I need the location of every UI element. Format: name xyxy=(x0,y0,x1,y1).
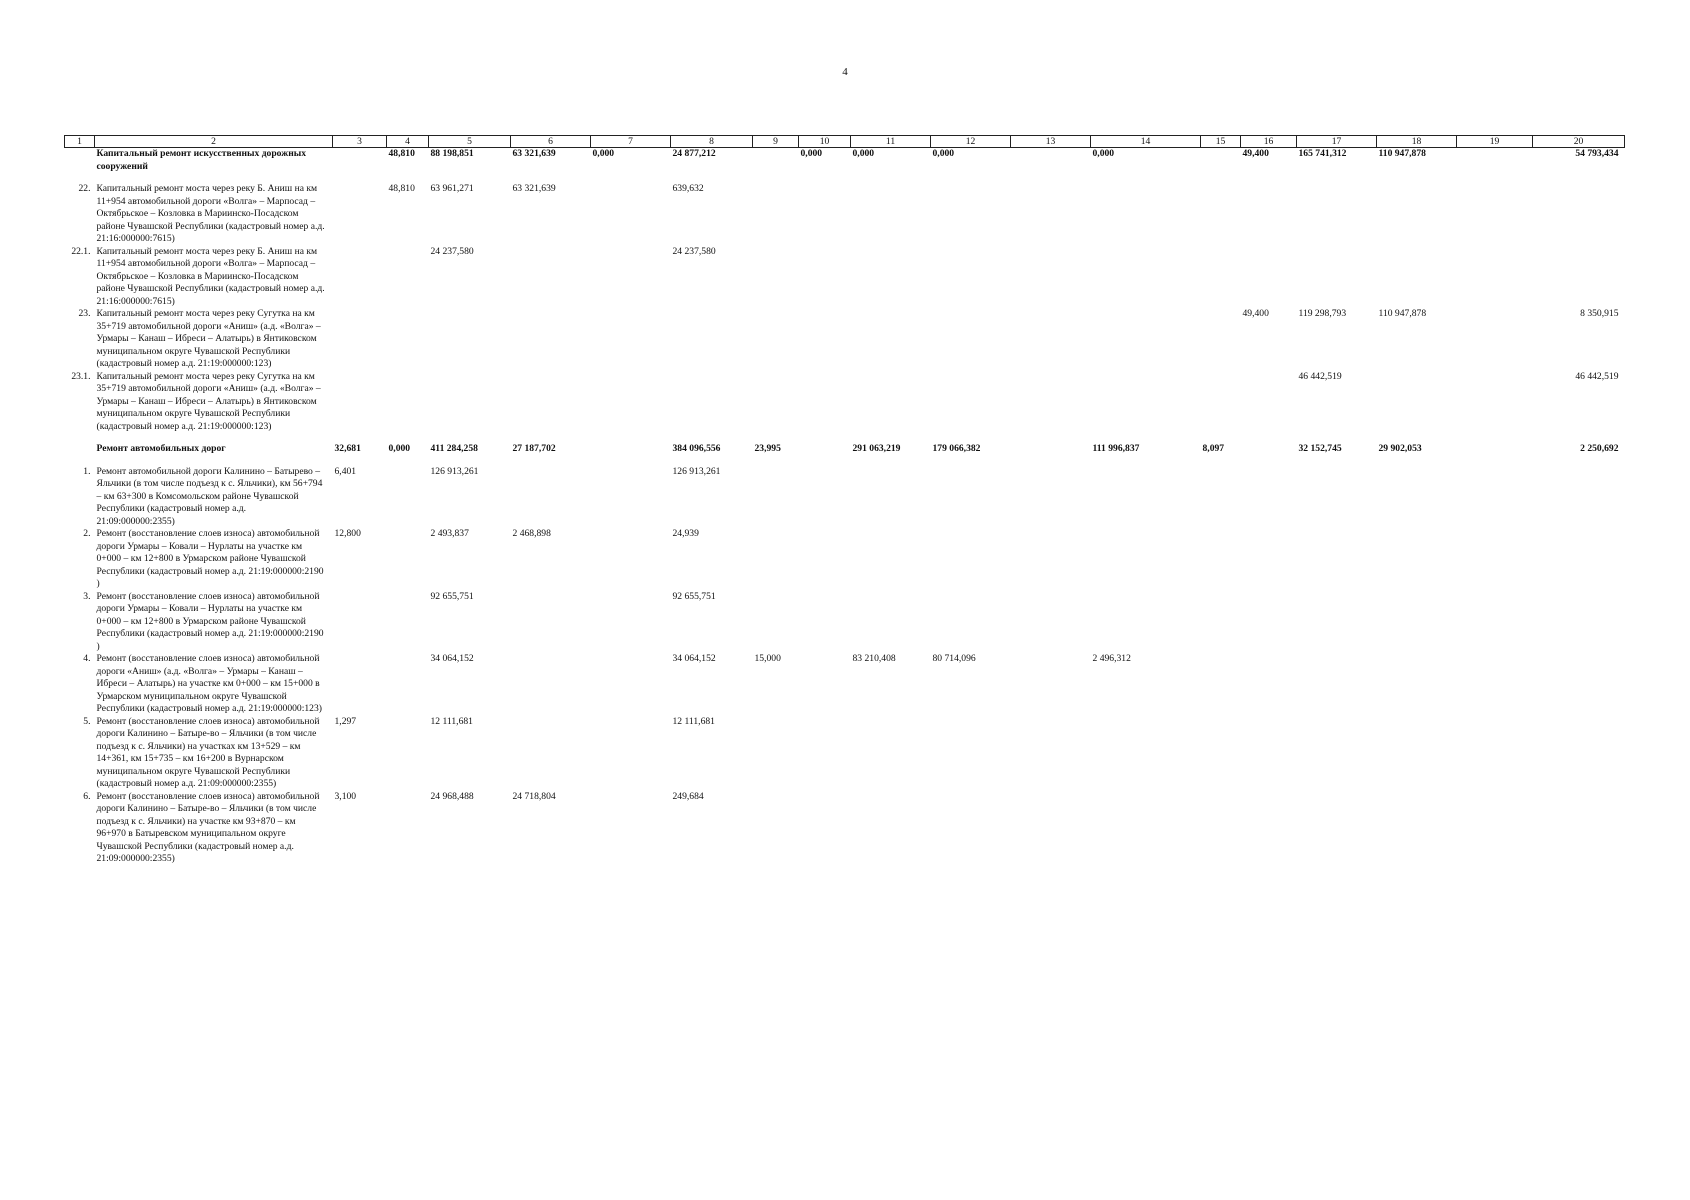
cell-col-11 xyxy=(851,591,931,654)
cell-col-12 xyxy=(931,716,1011,791)
cell-col-20: 54 793,434 xyxy=(1575,148,1619,159)
cell-col-6 xyxy=(511,653,591,716)
cell-col-19 xyxy=(1457,791,1533,866)
cell-col-4 xyxy=(387,791,429,866)
cell-col-16 xyxy=(1241,653,1297,716)
cell-col-19 xyxy=(1457,716,1533,791)
cell-col-12 xyxy=(931,308,1011,371)
row-description: Ремонт (восстановление слоев износа) автомобильной дороги Калинино – Батыре-во – Яльчики (в том числе подъезд к с. Яльчики) на участке км 93+870 – км 96+970 в Батыревском муниципальном округе Чувашской Республики (кадастровый номер а.д. 21:09:000000:2355) xyxy=(96,790,320,864)
cell-col-3 xyxy=(333,371,387,434)
cell-col-16 xyxy=(1241,371,1297,434)
cell-col-11 xyxy=(851,528,931,591)
cell-col-11 xyxy=(851,371,931,434)
cell-col-17 xyxy=(1297,456,1377,529)
table-body xyxy=(65,148,1625,866)
cell-col-8: 249,684 xyxy=(672,790,704,802)
cell-col-11: 83 210,408 xyxy=(852,653,896,664)
column-number-2: 2 xyxy=(95,136,333,148)
cell-col-5: 411 284,258 xyxy=(430,443,478,454)
cell-col-8: 126 913,261 xyxy=(672,465,721,477)
cell-col-19 xyxy=(1457,456,1533,529)
row-description: Ремонт автомобильных дорог xyxy=(96,443,226,454)
cell-col-11: 0,000 xyxy=(852,148,875,159)
cell-col-11 xyxy=(851,716,931,791)
row-number: 3. xyxy=(83,590,91,602)
cell-col-20 xyxy=(1533,456,1625,529)
cell-col-11 xyxy=(851,173,931,246)
cell-col-7 xyxy=(591,653,671,716)
cell-col-3 xyxy=(333,148,387,174)
column-number-18: 18 xyxy=(1377,136,1457,148)
cell-col-3 xyxy=(333,653,387,716)
cell-col-3: 1,297 xyxy=(334,715,357,727)
cell-col-14 xyxy=(1091,371,1201,434)
cell-col-5: 24 237,580 xyxy=(430,245,474,257)
cell-col-19 xyxy=(1457,173,1533,246)
cell-col-5: 34 064,152 xyxy=(430,653,474,664)
cell-col-15 xyxy=(1201,173,1241,246)
cell-col-16 xyxy=(1241,528,1297,591)
cell-col-17: 119 298,793 xyxy=(1298,308,1347,319)
cell-col-13 xyxy=(1011,653,1091,716)
cell-col-4: 48,810 xyxy=(388,148,415,159)
cell-col-17 xyxy=(1297,791,1377,866)
cell-col-14 xyxy=(1091,456,1201,529)
column-number-11: 11 xyxy=(851,136,931,148)
cell-col-11 xyxy=(851,456,931,529)
cell-col-17: 46 442,519 xyxy=(1298,370,1342,382)
cell-col-7 xyxy=(591,173,671,246)
cell-col-5: 12 111,681 xyxy=(430,715,473,727)
cell-col-18: 29 902,053 xyxy=(1378,443,1422,454)
table-row xyxy=(65,246,1625,309)
cell-col-4 xyxy=(387,308,429,371)
cell-col-10 xyxy=(799,246,851,309)
column-number-6: 6 xyxy=(511,136,591,148)
table-row xyxy=(65,308,1625,371)
cell-col-12: 179 066,382 xyxy=(932,443,981,454)
cell-col-5 xyxy=(429,371,511,434)
cell-col-6 xyxy=(511,591,591,654)
cell-col-12 xyxy=(931,791,1011,866)
cell-col-10 xyxy=(799,716,851,791)
table-header xyxy=(65,136,1625,148)
cell-col-8: 34 064,152 xyxy=(672,653,716,664)
row-description: Капитальный ремонт моста через реку Сугутка на км 35+719 автомобильной дороги «Аниш» (а.д. «Волга» – Урмары – Канаш – Ибреси – Алатырь) в Янтиковском муниципальном округе Чувашской Республики (кадастровый номер а.д. 21:19:000000:123) xyxy=(96,370,321,432)
cell-col-3: 12,800 xyxy=(334,528,361,539)
cell-col-8: 24,939 xyxy=(672,528,699,539)
cell-col-6: 63 321,639 xyxy=(512,148,556,159)
cell-col-10 xyxy=(799,791,851,866)
cell-col-8: 384 096,556 xyxy=(672,443,721,454)
cell-col-17 xyxy=(1297,591,1377,654)
cell-col-11: 291 063,219 xyxy=(852,443,901,454)
cell-col-15 xyxy=(1201,148,1241,174)
table-row xyxy=(65,371,1625,434)
cell-col-12 xyxy=(931,591,1011,654)
cell-col-8: 24 237,580 xyxy=(672,245,716,257)
column-number-12: 12 xyxy=(931,136,1011,148)
cell-col-3 xyxy=(333,591,387,654)
column-number-3: 3 xyxy=(333,136,387,148)
cell-col-19 xyxy=(1457,246,1533,309)
cell-col-15 xyxy=(1201,528,1241,591)
cell-col-19 xyxy=(1457,433,1533,456)
cell-col-5: 126 913,261 xyxy=(430,465,479,477)
cell-col-9 xyxy=(753,371,799,434)
row-number: 6. xyxy=(83,790,91,802)
cell-col-12 xyxy=(931,528,1011,591)
row-number xyxy=(65,433,95,456)
cell-col-14 xyxy=(1091,791,1201,866)
column-number-10: 10 xyxy=(799,136,851,148)
cell-col-12 xyxy=(931,456,1011,529)
cell-col-8 xyxy=(671,371,753,434)
cell-col-6: 24 718,804 xyxy=(512,790,556,802)
row-number: 23. xyxy=(78,308,91,319)
row-number: 2. xyxy=(83,528,91,539)
cell-col-19 xyxy=(1457,371,1533,434)
cell-col-7 xyxy=(591,308,671,371)
cell-col-7 xyxy=(591,528,671,591)
cell-col-10 xyxy=(799,173,851,246)
cell-col-16 xyxy=(1241,433,1297,456)
cell-col-10 xyxy=(799,653,851,716)
cell-col-5: 88 198,851 xyxy=(430,148,474,159)
cell-col-13 xyxy=(1011,716,1091,791)
cell-col-3 xyxy=(333,308,387,371)
cell-col-6: 63 321,639 xyxy=(512,183,556,194)
column-number-13: 13 xyxy=(1011,136,1091,148)
cell-col-18 xyxy=(1377,716,1457,791)
row-number: 22.1. xyxy=(71,245,91,257)
cell-col-4 xyxy=(387,716,429,791)
column-number-1: 1 xyxy=(65,136,95,148)
cell-col-18: 110 947,878 xyxy=(1378,148,1426,159)
cell-col-20 xyxy=(1533,716,1625,791)
cell-col-14: 111 996,837 xyxy=(1092,443,1140,454)
cell-col-4: 48,810 xyxy=(388,183,415,194)
table-row xyxy=(65,173,1625,246)
cell-col-17 xyxy=(1297,528,1377,591)
row-number: 1. xyxy=(83,465,91,477)
cell-col-10 xyxy=(799,591,851,654)
cell-col-15 xyxy=(1201,791,1241,866)
column-number-15: 15 xyxy=(1201,136,1241,148)
cell-col-14: 0,000 xyxy=(1092,148,1115,159)
cell-col-17: 32 152,745 xyxy=(1298,443,1342,454)
cell-col-18 xyxy=(1377,246,1457,309)
cell-col-18 xyxy=(1377,791,1457,866)
cell-col-15 xyxy=(1201,308,1241,371)
cell-col-9: 15,000 xyxy=(754,653,781,664)
row-description: Капитальный ремонт искусственных дорожных сооружений xyxy=(96,148,307,172)
column-number-14: 14 xyxy=(1091,136,1201,148)
column-number-5: 5 xyxy=(429,136,511,148)
row-description: Ремонт (восстановление слоев износа) автомобильной дороги Урмары – Ковали – Нурлаты на участке км 0+000 – км 12+800 в Урмарском районе Чувашской Республики (кадастровый номер а.д. 21:19:000000:2190 ) xyxy=(96,528,324,589)
cell-col-15 xyxy=(1201,246,1241,309)
cell-col-12 xyxy=(931,173,1011,246)
cell-col-14 xyxy=(1091,591,1201,654)
cell-col-16 xyxy=(1241,173,1297,246)
cell-col-13 xyxy=(1011,591,1091,654)
cell-col-17: 165 741,312 xyxy=(1298,148,1347,159)
cell-col-10 xyxy=(799,371,851,434)
row-description: Ремонт автомобильной дороги Калинино – Батырево – Яльчики (в том числе подъезд к с. Яльчики), км 56+794 – км 63+300 в Комсомольском районе Чувашской Республики (кадастровый номер а.д. 21:09:000000:2355) xyxy=(96,465,323,527)
cell-col-16 xyxy=(1241,456,1297,529)
cell-col-17 xyxy=(1297,716,1377,791)
cell-col-13 xyxy=(1011,246,1091,309)
cell-col-15 xyxy=(1201,716,1241,791)
column-number-19: 19 xyxy=(1457,136,1533,148)
budget-table xyxy=(64,135,1625,866)
cell-col-16 xyxy=(1241,716,1297,791)
cell-col-19 xyxy=(1457,308,1533,371)
cell-col-10 xyxy=(799,433,851,456)
cell-col-10 xyxy=(799,456,851,529)
cell-col-10: 0,000 xyxy=(800,148,823,159)
cell-col-15 xyxy=(1201,371,1241,434)
table-row xyxy=(65,716,1625,791)
cell-col-3 xyxy=(333,173,387,246)
cell-col-12: 80 714,096 xyxy=(932,653,976,664)
cell-col-6 xyxy=(511,456,591,529)
cell-col-9 xyxy=(753,591,799,654)
cell-col-13 xyxy=(1011,791,1091,866)
table-row xyxy=(65,791,1625,866)
cell-col-12 xyxy=(931,246,1011,309)
cell-col-13 xyxy=(1011,371,1091,434)
cell-col-5: 24 968,488 xyxy=(430,790,474,802)
table-row xyxy=(65,528,1625,591)
cell-col-9 xyxy=(753,246,799,309)
cell-col-6 xyxy=(511,308,591,371)
cell-col-14 xyxy=(1091,173,1201,246)
cell-col-14 xyxy=(1091,716,1201,791)
cell-col-7 xyxy=(591,433,671,456)
page-number: 4 xyxy=(842,66,848,78)
cell-col-20 xyxy=(1533,653,1625,716)
cell-col-20 xyxy=(1533,173,1625,246)
row-description: Капитальный ремонт моста через реку Сугутка на км 35+719 автомобильной дороги «Аниш» (а.д. «Волга» – Урмары – Канаш – Ибреси – Алатырь) в Янтиковском муниципальном округе Чувашской Республики (кадастровый номер а.д. 21:19:000000:123) xyxy=(96,308,321,369)
cell-col-19 xyxy=(1457,591,1533,654)
table-row xyxy=(65,653,1625,716)
cell-col-5: 2 493,837 xyxy=(430,528,469,539)
cell-col-12: 0,000 xyxy=(932,148,955,159)
cell-col-18 xyxy=(1377,528,1457,591)
cell-col-3: 6,401 xyxy=(334,465,357,477)
row-number: 5. xyxy=(83,715,91,727)
cell-col-7: 0,000 xyxy=(592,148,615,159)
cell-col-9 xyxy=(753,716,799,791)
cell-col-9 xyxy=(753,148,799,174)
cell-col-9 xyxy=(753,528,799,591)
cell-col-8: 639,632 xyxy=(672,183,704,194)
cell-col-15 xyxy=(1201,456,1241,529)
cell-col-8: 24 877,212 xyxy=(672,148,716,159)
table-row xyxy=(65,148,1625,174)
cell-col-4: 0,000 xyxy=(388,443,411,454)
column-number-8: 8 xyxy=(671,136,753,148)
cell-col-16: 49,400 xyxy=(1242,308,1269,319)
cell-col-10 xyxy=(799,308,851,371)
column-number-16: 16 xyxy=(1241,136,1297,148)
cell-col-19 xyxy=(1457,653,1533,716)
cell-col-15 xyxy=(1201,591,1241,654)
cell-col-11 xyxy=(851,246,931,309)
cell-col-4 xyxy=(387,528,429,591)
cell-col-20: 2 250,692 xyxy=(1580,443,1619,454)
row-number xyxy=(65,148,95,174)
cell-col-20 xyxy=(1533,528,1625,591)
column-number-7: 7 xyxy=(591,136,671,148)
row-description: Ремонт (восстановление слоев износа) автомобильной дороги «Аниш» (а.д. «Волга» – Урмары – Канаш – Ибреси – Алатырь) на участке км 0+000 – км 15+000 в Урмарском муниципальном округе Чувашской Республики (кадастровый номер а.д. 21:19:000000:123) xyxy=(96,653,322,714)
row-number: 4. xyxy=(83,653,91,664)
cell-col-13 xyxy=(1011,433,1091,456)
cell-col-7 xyxy=(591,716,671,791)
cell-col-20: 8 350,915 xyxy=(1580,308,1619,319)
table-row xyxy=(65,433,1625,456)
cell-col-9 xyxy=(753,456,799,529)
cell-col-10 xyxy=(799,528,851,591)
column-number-17: 17 xyxy=(1297,136,1377,148)
cell-col-5: 63 961,271 xyxy=(430,183,474,194)
cell-col-9 xyxy=(753,308,799,371)
cell-col-15 xyxy=(1201,653,1241,716)
cell-col-20 xyxy=(1533,246,1625,309)
row-description: Ремонт (восстановление слоев износа) автомобильной дороги Калинино – Батыре-во – Яльчики (в том числе подъезд к с. Яльчики) на участках км 13+529 – км 14+361, км 15+735 – км 16+200 в Вурнарском муниципальном округе Чувашской Республики (кадастровый номер а.д. 21:09:000000:2355) xyxy=(96,715,320,789)
row-description: Капитальный ремонт моста через реку Б. Аниш на км 11+954 автомобильной дороги «Волга» – Марпосад – Октябрьское – Козловка в Мариинско-Посадском районе Чувашской Республики (кадастровый номер а.д. 21:16:000000:7615) xyxy=(96,183,325,244)
cell-col-8: 12 111,681 xyxy=(672,715,715,727)
cell-col-14 xyxy=(1091,308,1201,371)
cell-col-20 xyxy=(1533,591,1625,654)
cell-col-16 xyxy=(1241,246,1297,309)
cell-col-13 xyxy=(1011,456,1091,529)
cell-col-17 xyxy=(1297,653,1377,716)
cell-col-18 xyxy=(1377,173,1457,246)
cell-col-16: 49,400 xyxy=(1242,148,1269,159)
column-number-row xyxy=(65,136,1625,148)
cell-col-8: 92 655,751 xyxy=(672,590,716,602)
cell-col-3: 32,681 xyxy=(334,443,361,454)
cell-col-4 xyxy=(387,456,429,529)
cell-col-6 xyxy=(511,371,591,434)
cell-col-13 xyxy=(1011,528,1091,591)
cell-col-7 xyxy=(591,371,671,434)
cell-col-19 xyxy=(1457,148,1533,174)
cell-col-5 xyxy=(429,308,511,371)
row-number: 23.1. xyxy=(71,370,91,382)
cell-col-18 xyxy=(1377,653,1457,716)
cell-col-16 xyxy=(1241,591,1297,654)
cell-col-11 xyxy=(851,791,931,866)
cell-col-3: 3,100 xyxy=(334,790,357,802)
cell-col-14 xyxy=(1091,528,1201,591)
cell-col-6: 2 468,898 xyxy=(512,528,551,539)
cell-col-7 xyxy=(591,791,671,866)
cell-col-11 xyxy=(851,308,931,371)
cell-col-17 xyxy=(1297,173,1377,246)
cell-col-15: 8,097 xyxy=(1202,443,1225,454)
cell-col-18: 110 947,878 xyxy=(1378,308,1427,319)
cell-col-14 xyxy=(1091,246,1201,309)
cell-col-4 xyxy=(387,591,429,654)
cell-col-16 xyxy=(1241,791,1297,866)
cell-col-9 xyxy=(753,791,799,866)
column-number-20: 20 xyxy=(1533,136,1625,148)
cell-col-12 xyxy=(931,371,1011,434)
cell-col-13 xyxy=(1011,148,1091,174)
cell-col-17 xyxy=(1297,246,1377,309)
cell-col-4 xyxy=(387,653,429,716)
cell-col-18 xyxy=(1377,456,1457,529)
table-row xyxy=(65,456,1625,529)
cell-col-6 xyxy=(511,246,591,309)
cell-col-13 xyxy=(1011,173,1091,246)
cell-col-9 xyxy=(753,173,799,246)
cell-col-3 xyxy=(333,246,387,309)
row-description: Капитальный ремонт моста через реку Б. Аниш на км 11+954 автомобильной дороги «Волга» – Марпосад – Октябрьское – Козловка в Мариинско-Посадском районе Чувашской Республики (кадастровый номер а.д. 21:16:000000:7615) xyxy=(96,245,325,307)
row-description: Ремонт (восстановление слоев износа) автомобильной дороги Урмары – Ковали – Нурлаты на участке км 0+000 – км 12+800 в Урмарском районе Чувашской Республики (кадастровый номер а.д. 21:19:000000:2190 ) xyxy=(96,590,324,652)
cell-col-8 xyxy=(671,308,753,371)
cell-col-7 xyxy=(591,456,671,529)
cell-col-18 xyxy=(1377,371,1457,434)
cell-col-19 xyxy=(1457,528,1533,591)
row-number: 22. xyxy=(78,183,91,194)
cell-col-4 xyxy=(387,246,429,309)
column-number-9: 9 xyxy=(753,136,799,148)
table-row xyxy=(65,591,1625,654)
cell-col-20 xyxy=(1533,791,1625,866)
cell-col-7 xyxy=(591,246,671,309)
cell-col-4 xyxy=(387,371,429,434)
column-number-4: 4 xyxy=(387,136,429,148)
cell-col-9: 23,995 xyxy=(754,443,781,454)
cell-col-18 xyxy=(1377,591,1457,654)
cell-col-20: 46 442,519 xyxy=(1575,370,1619,382)
cell-col-13 xyxy=(1011,308,1091,371)
cell-col-5: 92 655,751 xyxy=(430,590,474,602)
cell-col-7 xyxy=(591,591,671,654)
cell-col-6: 27 187,702 xyxy=(512,443,556,454)
cell-col-6 xyxy=(511,716,591,791)
cell-col-14: 2 496,312 xyxy=(1092,653,1131,664)
